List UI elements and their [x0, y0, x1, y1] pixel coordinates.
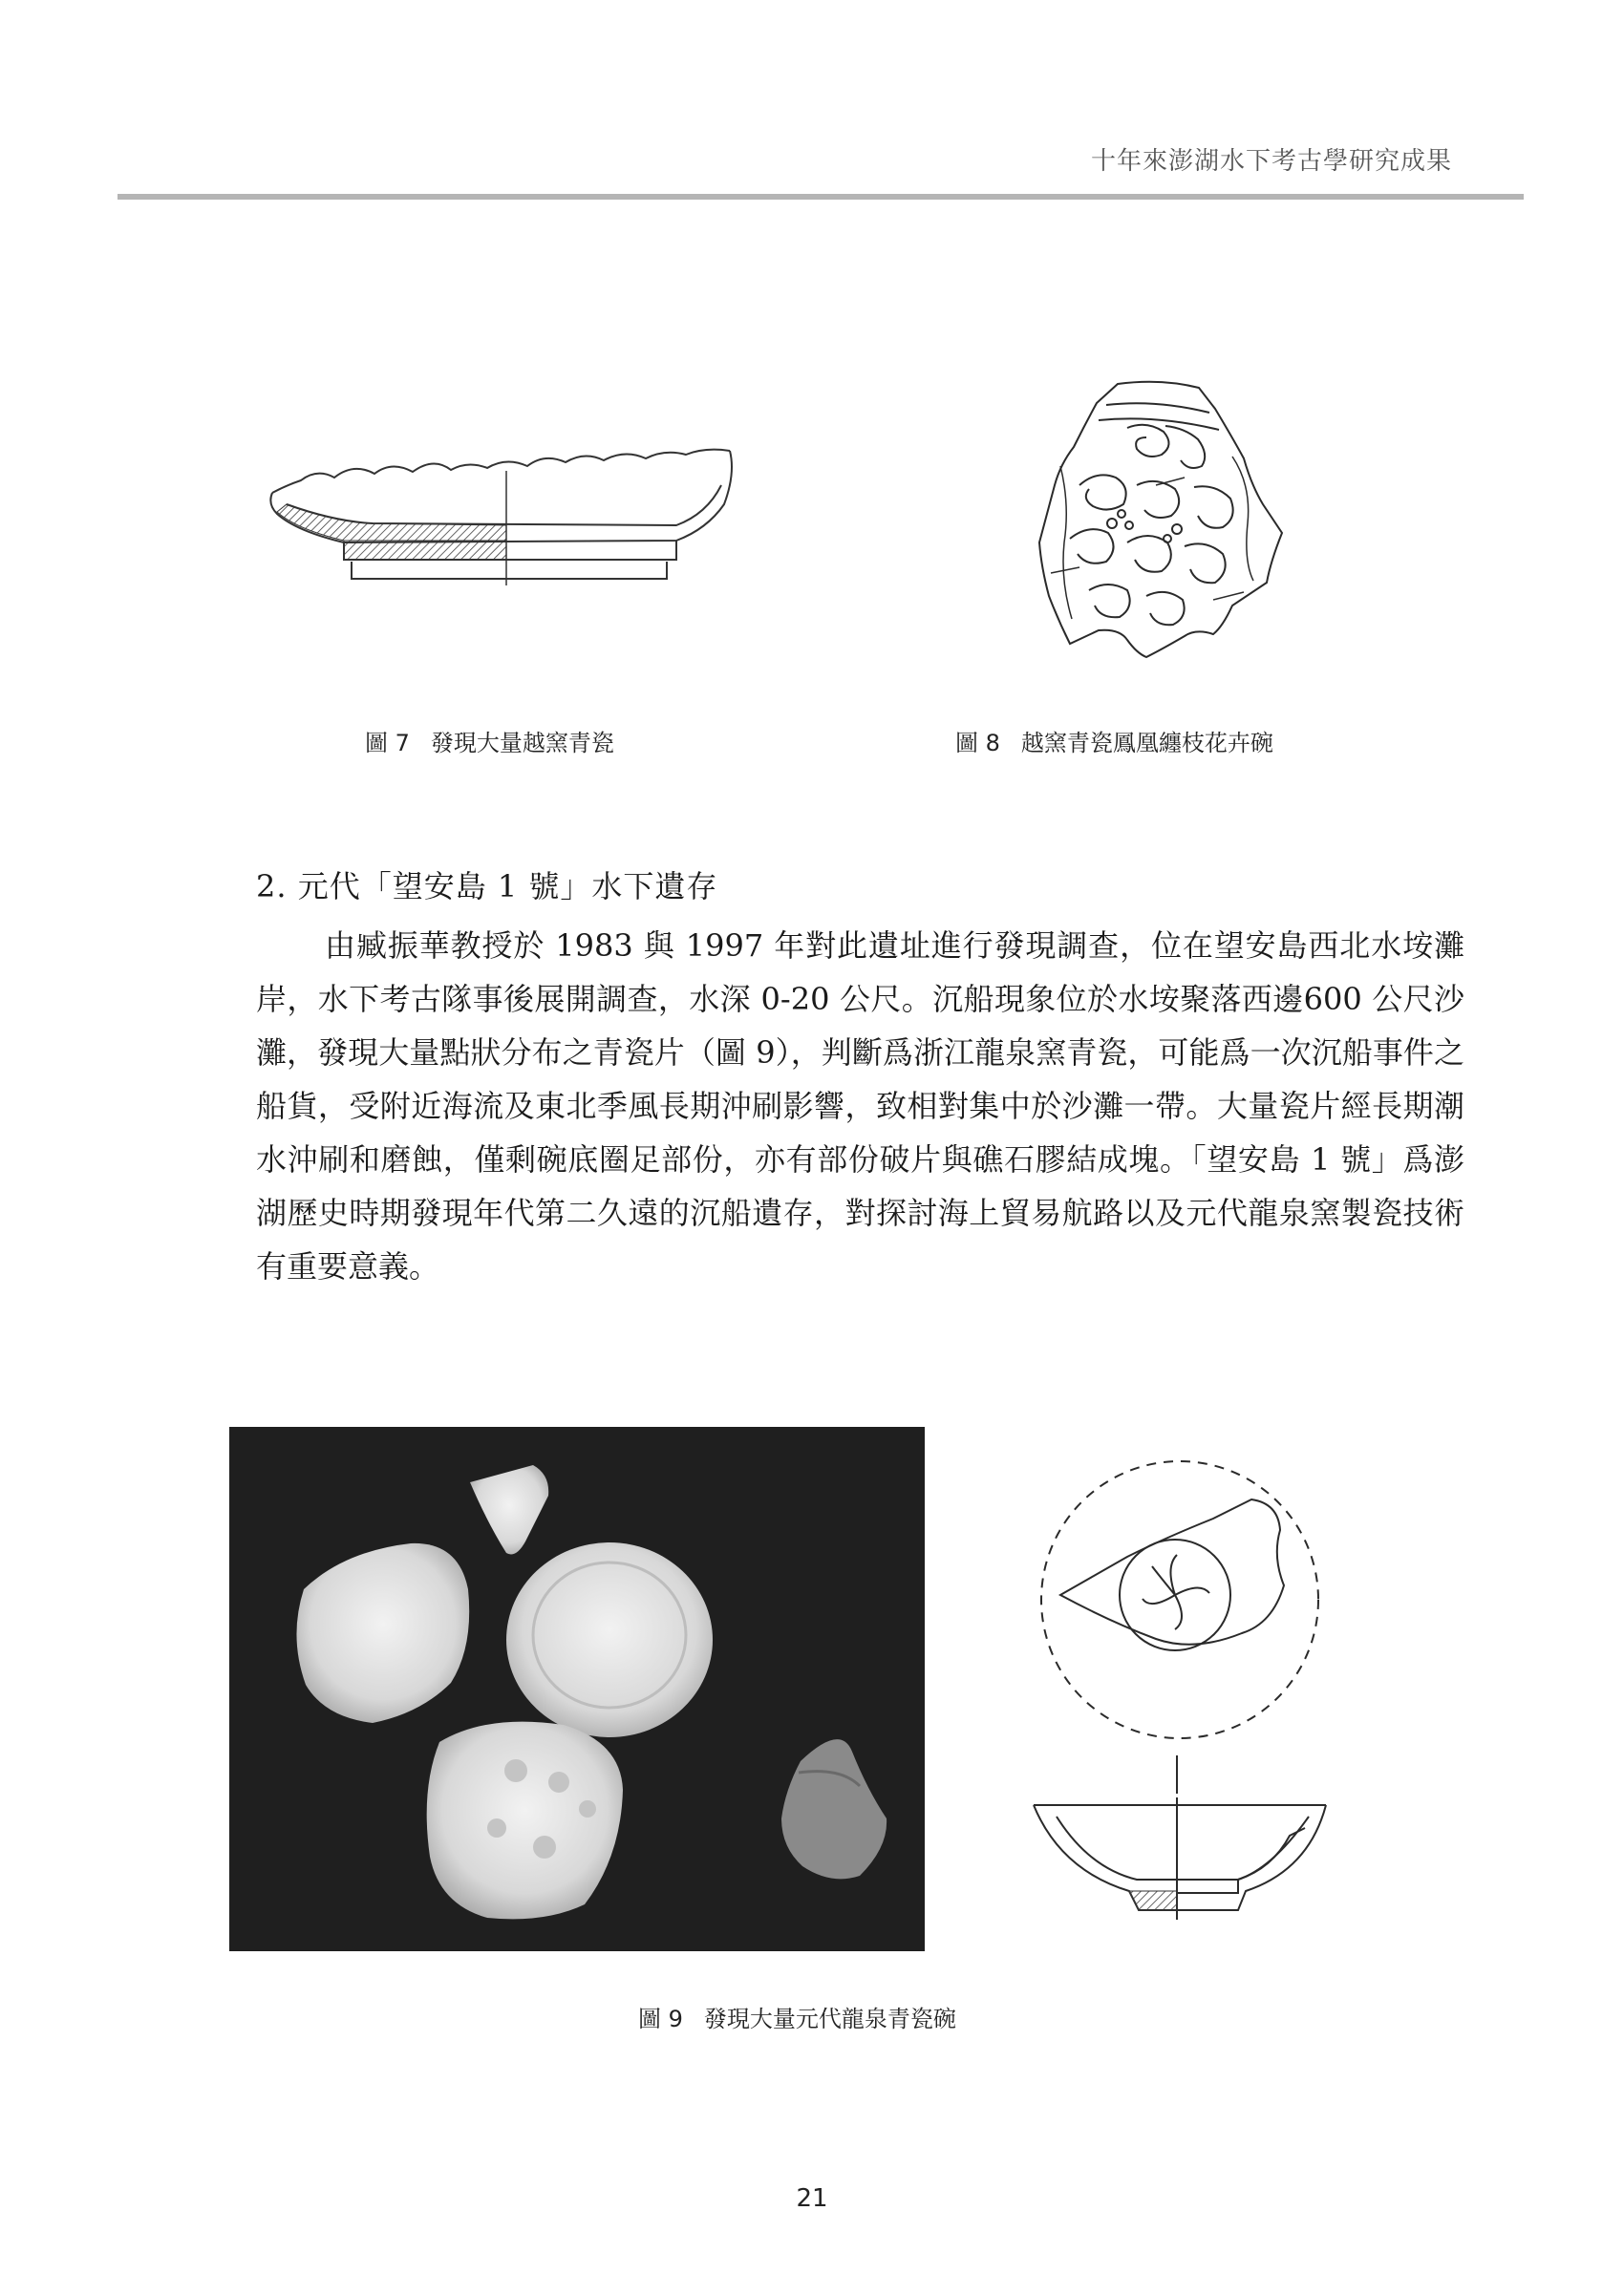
figure-8-caption — [955, 724, 1273, 757]
figure-9-drawing — [1022, 1442, 1337, 1977]
figure-9-photo — [229, 1427, 925, 1951]
figure-7-caption-text: 發現大量越窯青瓷 — [430, 730, 614, 756]
figure-9-number: 圖 9 — [638, 2006, 683, 2032]
figure-7-caption — [365, 724, 614, 757]
figure-7-number: 圖 7 — [365, 730, 410, 756]
celadon-shards-photo — [229, 1427, 925, 1951]
body-paragraph: 由臧振華教授於 1983 與 1997 年對此遺址進行發現調查，位在望安島西北水垵灘岸，水下考古隊事後展開調查，水深 0-20 公尺。沉船現象位於水垵聚落西邊600 公尺沙灘，發現大量點狀分布之青瓷片（圖 9），判斷爲浙江龍泉窯青瓷，可能爲一次沉船事件之船貨，受附近海流及東北季風長期沖刷影響，致相對集中於沙灘一帶。大量瓷片經長期潮水沖刷和磨蝕，僅剩碗底圈足部份，亦有部份破片與礁石膠結成塊。「望安島 1 號」爲澎湖歷史時期發現年代第二久遠的沉船遺存，對探討海上貿易航路以及元代龍泉窯製瓷技術有重要意義。 — [256, 927, 1464, 1285]
figure-9-caption-text: 發現大量元代龍泉青瓷碗 — [703, 2006, 956, 2032]
running-header: 十年來澎湖水下考古學研究成果 — [1090, 147, 1452, 176]
figure-9-caption — [638, 2000, 956, 2033]
figure-7-drawing — [229, 361, 783, 695]
figure-8-number: 圖 8 — [955, 730, 1000, 756]
section-heading: 2. 元代「望安島 1 號」水下遺存 — [256, 868, 718, 904]
header-rule — [118, 194, 1524, 200]
page-number: 21 — [796, 2184, 828, 2213]
body-text — [256, 919, 1464, 1293]
figure-8-drawing — [994, 371, 1309, 686]
figure-8-caption-text: 越窯青瓷鳳凰纏枝花卉碗 — [1020, 730, 1273, 756]
